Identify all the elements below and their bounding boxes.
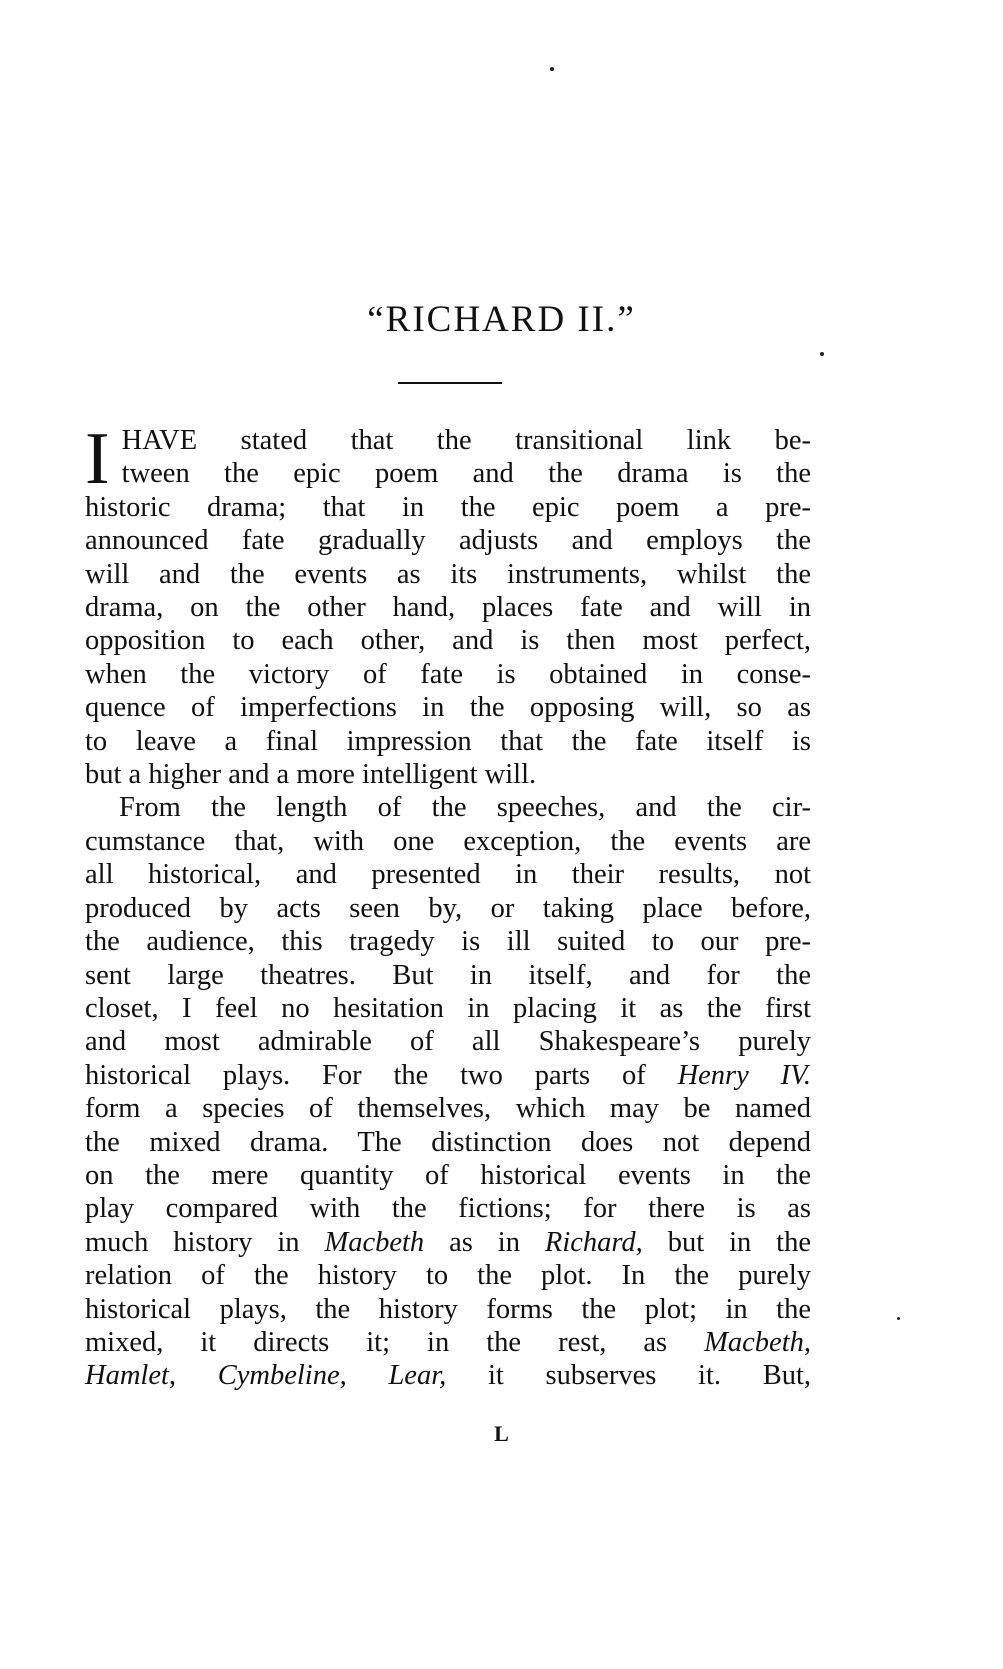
italic-title: Henry IV.: [677, 1059, 811, 1091]
body-text: [85, 418, 812, 1393]
text-line: relation of the history to the plot. In the purely: [85, 1260, 811, 1292]
paragraph-1: [85, 418, 811, 791]
italic-title: Hamlet,: [85, 1360, 177, 1392]
text-line: closet, I feel no hesitation in placing it as the first: [85, 992, 811, 1024]
text-line: opposition to each other, and is then most perfect,: [85, 625, 811, 657]
ink-speck: [820, 352, 824, 356]
text-run: historical plays. For the two parts of: [85, 1059, 678, 1091]
text-line: form a species of themselves, which may be named: [85, 1093, 811, 1125]
text-line: all historical, and presented in their results, not: [85, 859, 811, 891]
ink-speck: [550, 67, 554, 71]
title-rule: [398, 382, 502, 384]
paragraph-2: [85, 791, 811, 1392]
text-line: and most admirable of all Shakespeare’s purely: [85, 1026, 811, 1058]
text-line: tween the epic poem and the drama is the: [121, 458, 811, 490]
text-line: cumstance that, with one exception, the events are: [85, 825, 811, 857]
text-line: [85, 1359, 811, 1392]
text-line: From the length of the speeches, and the cir-: [119, 792, 811, 824]
text-line: [85, 1226, 811, 1259]
ink-speck: [897, 1317, 900, 1320]
italic-title: Cymbeline,: [217, 1360, 347, 1392]
italic-title: Richard,: [544, 1226, 643, 1258]
text-line: [85, 1326, 811, 1359]
text-line: quence of imperfections in the opposing will, so as: [85, 692, 811, 724]
text-line: the mixed drama. The distinction does not depend: [85, 1126, 811, 1158]
text-line: on the mere quantity of historical events in the: [85, 1159, 811, 1191]
text-run: much history in: [85, 1226, 325, 1258]
text-line: the audience, this tragedy is ill suited to our pre-: [85, 926, 811, 958]
text-line: historic drama; that in the epic poem a pre-: [85, 491, 811, 523]
text-line: [85, 1059, 811, 1092]
italic-title: Lear,: [388, 1360, 447, 1392]
text-line: to leave a final impression that the fate itself is: [85, 725, 811, 757]
text-run: but in the: [642, 1226, 812, 1258]
text-line: produced by acts seen by, or taking place before,: [85, 892, 811, 924]
text-run: as in: [424, 1226, 545, 1258]
text-line: but a higher and a more intelligent will.: [85, 759, 537, 791]
drop-cap: I: [85, 418, 110, 500]
text-line: drama, on the other hand, places fate and will in: [85, 592, 811, 624]
text-line: announced fate gradually adjusts and employs the: [85, 525, 811, 557]
text-line: play compared with the fictions; for there is as: [85, 1193, 811, 1225]
text-run: it subserves it. But,: [446, 1360, 811, 1392]
text-line: sent large theatres. But in itself, and for the: [85, 959, 811, 991]
text-line: when the victory of fate is obtained in conse-: [85, 658, 811, 690]
text-run: mixed, it directs it; in the rest, as: [85, 1326, 705, 1358]
signature-mark: L: [494, 1421, 509, 1446]
text-line: historical plays, the history forms the plot; in the: [85, 1293, 811, 1325]
text-line: HAVE stated that the transitional link be-: [121, 425, 811, 456]
italic-title: Macbeth: [324, 1226, 425, 1258]
text-line: will and the events as its instruments, whilst the: [85, 558, 811, 590]
italic-title: Macbeth,: [704, 1326, 811, 1358]
chapter-title: “RICHARD II.”: [367, 299, 636, 340]
